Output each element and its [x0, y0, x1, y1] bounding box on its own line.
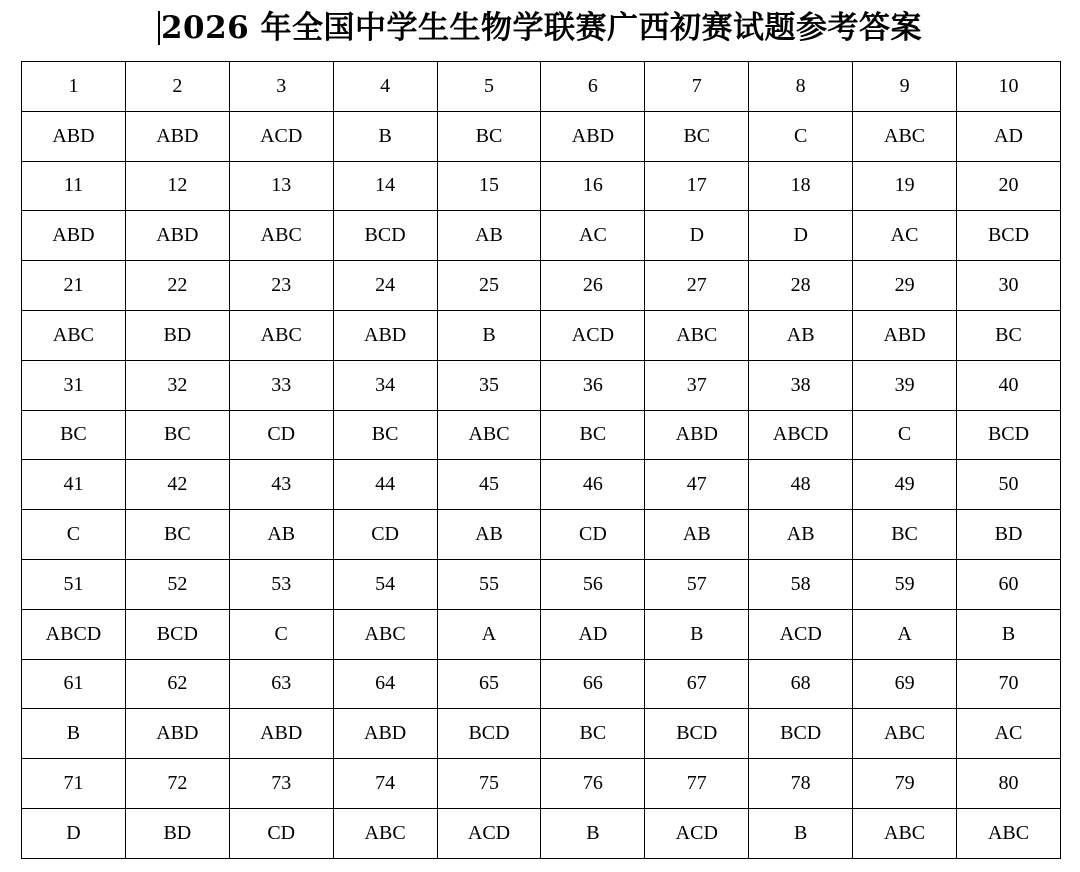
question-number-cell: 47	[645, 460, 749, 510]
question-number-cell: 34	[333, 360, 437, 410]
question-number-cell: 16	[541, 161, 645, 211]
answer-cell: BCD	[437, 709, 541, 759]
question-number-cell: 36	[541, 360, 645, 410]
question-number-cell: 31	[22, 360, 126, 410]
answer-cell: B	[22, 709, 126, 759]
answer-cell: ACD	[229, 111, 333, 161]
answer-cell: ABC	[333, 808, 437, 858]
answer-cell: BCD	[957, 410, 1061, 460]
answer-cell: CD	[229, 410, 333, 460]
question-number-row	[22, 161, 1061, 211]
answer-cell: ABD	[125, 211, 229, 261]
question-number-cell: 57	[645, 559, 749, 609]
answer-cell: ABC	[957, 808, 1061, 858]
question-number-cell: 11	[22, 161, 126, 211]
answer-cell: AD	[541, 609, 645, 659]
answer-cell: B	[437, 310, 541, 360]
question-number-cell: 64	[333, 659, 437, 709]
question-number-cell: 60	[957, 559, 1061, 609]
question-number-cell: 27	[645, 261, 749, 311]
answer-row	[22, 510, 1061, 560]
answer-cell: AB	[749, 310, 853, 360]
question-number-cell: 10	[957, 62, 1061, 112]
answer-row	[22, 111, 1061, 161]
answer-cell: A	[853, 609, 957, 659]
answer-cell: ACD	[437, 808, 541, 858]
answer-row	[22, 211, 1061, 261]
answer-cell: BCD	[333, 211, 437, 261]
answer-row	[22, 310, 1061, 360]
question-number-cell: 67	[645, 659, 749, 709]
question-number-cell: 71	[22, 759, 126, 809]
answer-cell: BC	[853, 510, 957, 560]
question-number-row	[22, 659, 1061, 709]
question-number-cell: 66	[541, 659, 645, 709]
question-number-cell: 42	[125, 460, 229, 510]
question-number-cell: 4	[333, 62, 437, 112]
question-number-cell: 39	[853, 360, 957, 410]
answer-cell: BD	[957, 510, 1061, 560]
text-cursor	[158, 11, 160, 45]
question-number-cell: 76	[541, 759, 645, 809]
answer-cell: AB	[645, 510, 749, 560]
question-number-cell: 53	[229, 559, 333, 609]
answer-cell: ABC	[853, 111, 957, 161]
answer-cell: CD	[229, 808, 333, 858]
question-number-cell: 2	[125, 62, 229, 112]
question-number-cell: 21	[22, 261, 126, 311]
question-number-cell: 44	[333, 460, 437, 510]
answer-cell: ABD	[645, 410, 749, 460]
answer-cell: B	[645, 609, 749, 659]
question-number-cell: 19	[853, 161, 957, 211]
answer-cell: C	[229, 609, 333, 659]
answer-cell: ABD	[541, 111, 645, 161]
answer-cell: CD	[541, 510, 645, 560]
question-number-cell: 80	[957, 759, 1061, 809]
answer-cell: ABC	[333, 609, 437, 659]
question-number-cell: 56	[541, 559, 645, 609]
answer-cell: AC	[957, 709, 1061, 759]
question-number-cell: 29	[853, 261, 957, 311]
question-number-row	[22, 559, 1061, 609]
question-number-cell: 68	[749, 659, 853, 709]
answer-cell: B	[541, 808, 645, 858]
answer-table	[21, 61, 1061, 859]
question-number-cell: 3	[229, 62, 333, 112]
question-number-cell: 25	[437, 261, 541, 311]
answer-cell: ABC	[22, 310, 126, 360]
answer-row	[22, 410, 1061, 460]
answer-cell: BC	[333, 410, 437, 460]
answer-cell: B	[749, 808, 853, 858]
answer-cell: ACD	[645, 808, 749, 858]
question-number-cell: 78	[749, 759, 853, 809]
answer-cell: BCD	[125, 609, 229, 659]
question-number-row	[22, 460, 1061, 510]
question-number-row	[22, 62, 1061, 112]
question-number-cell: 32	[125, 360, 229, 410]
answer-cell: BC	[125, 510, 229, 560]
answer-cell: BC	[957, 310, 1061, 360]
answer-cell: ABD	[125, 111, 229, 161]
answer-cell: ABC	[229, 310, 333, 360]
question-number-cell: 24	[333, 261, 437, 311]
answer-cell: AC	[541, 211, 645, 261]
question-number-cell: 30	[957, 261, 1061, 311]
answer-cell: AD	[957, 111, 1061, 161]
question-number-cell: 50	[957, 460, 1061, 510]
question-number-cell: 74	[333, 759, 437, 809]
question-number-cell: 75	[437, 759, 541, 809]
answer-row	[22, 709, 1061, 759]
answer-cell: D	[22, 808, 126, 858]
answer-cell: AB	[749, 510, 853, 560]
question-number-cell: 59	[853, 559, 957, 609]
question-number-cell: 13	[229, 161, 333, 211]
question-number-row	[22, 759, 1061, 809]
answer-cell: BC	[541, 709, 645, 759]
question-number-cell: 17	[645, 161, 749, 211]
answer-cell: ABC	[229, 211, 333, 261]
question-number-cell: 79	[853, 759, 957, 809]
answer-cell: ABD	[125, 709, 229, 759]
question-number-cell: 51	[22, 559, 126, 609]
question-number-cell: 55	[437, 559, 541, 609]
question-number-cell: 40	[957, 360, 1061, 410]
answer-cell: D	[749, 211, 853, 261]
answer-cell: D	[645, 211, 749, 261]
answer-cell: ABC	[853, 808, 957, 858]
question-number-cell: 18	[749, 161, 853, 211]
question-number-cell: 77	[645, 759, 749, 809]
question-number-cell: 22	[125, 261, 229, 311]
answer-cell: C	[22, 510, 126, 560]
answer-cell: BD	[125, 808, 229, 858]
title-area	[0, 6, 1080, 52]
answer-cell: BCD	[645, 709, 749, 759]
question-number-cell: 52	[125, 559, 229, 609]
answer-cell: BCD	[957, 211, 1061, 261]
question-number-cell: 43	[229, 460, 333, 510]
question-number-cell: 49	[853, 460, 957, 510]
question-number-cell: 69	[853, 659, 957, 709]
question-number-cell: 48	[749, 460, 853, 510]
answer-cell: ABC	[437, 410, 541, 460]
question-number-row	[22, 261, 1061, 311]
answer-cell: BC	[125, 410, 229, 460]
question-number-cell: 54	[333, 559, 437, 609]
answer-cell: B	[333, 111, 437, 161]
question-number-cell: 70	[957, 659, 1061, 709]
answer-cell: BCD	[749, 709, 853, 759]
question-number-cell: 65	[437, 659, 541, 709]
answer-cell: ABD	[333, 709, 437, 759]
document-title: 2026 年全国中学生生物学联赛广西初赛试题参考答案	[160, 10, 923, 46]
answer-cell: ABD	[22, 211, 126, 261]
answer-row	[22, 609, 1061, 659]
question-number-cell: 41	[22, 460, 126, 510]
answer-cell: ABD	[853, 310, 957, 360]
question-number-cell: 26	[541, 261, 645, 311]
question-number-cell: 61	[22, 659, 126, 709]
question-number-cell: 62	[125, 659, 229, 709]
question-number-cell: 1	[22, 62, 126, 112]
question-number-cell: 33	[229, 360, 333, 410]
question-number-cell: 37	[645, 360, 749, 410]
answer-cell: C	[749, 111, 853, 161]
answer-cell: ABD	[229, 709, 333, 759]
question-number-cell: 9	[853, 62, 957, 112]
question-number-cell: 23	[229, 261, 333, 311]
question-number-cell: 7	[645, 62, 749, 112]
answer-table-body	[22, 62, 1061, 859]
answer-cell: ABD	[333, 310, 437, 360]
question-number-cell: 38	[749, 360, 853, 410]
answer-cell: ABCD	[22, 609, 126, 659]
answer-cell: BC	[437, 111, 541, 161]
answer-cell: ABC	[853, 709, 957, 759]
answer-row	[22, 808, 1061, 858]
question-number-cell: 58	[749, 559, 853, 609]
answer-cell: C	[853, 410, 957, 460]
document-title-line[interactable]	[158, 6, 922, 50]
answer-cell: AB	[437, 510, 541, 560]
answer-cell: BD	[125, 310, 229, 360]
question-number-cell: 5	[437, 62, 541, 112]
question-number-row	[22, 360, 1061, 410]
question-number-cell: 12	[125, 161, 229, 211]
question-number-cell: 20	[957, 161, 1061, 211]
answer-cell: A	[437, 609, 541, 659]
question-number-cell: 63	[229, 659, 333, 709]
question-number-cell: 6	[541, 62, 645, 112]
answer-cell: AB	[229, 510, 333, 560]
question-number-cell: 73	[229, 759, 333, 809]
question-number-cell: 14	[333, 161, 437, 211]
question-number-cell: 45	[437, 460, 541, 510]
answer-cell: ACD	[541, 310, 645, 360]
question-number-cell: 28	[749, 261, 853, 311]
answer-cell: ABC	[645, 310, 749, 360]
question-number-cell: 8	[749, 62, 853, 112]
answer-cell: BC	[645, 111, 749, 161]
answer-cell: AB	[437, 211, 541, 261]
answer-cell: ACD	[749, 609, 853, 659]
question-number-cell: 46	[541, 460, 645, 510]
answer-cell: ABCD	[749, 410, 853, 460]
answer-cell: AC	[853, 211, 957, 261]
answer-cell: CD	[333, 510, 437, 560]
question-number-cell: 72	[125, 759, 229, 809]
answer-cell: BC	[541, 410, 645, 460]
question-number-cell: 35	[437, 360, 541, 410]
question-number-cell: 15	[437, 161, 541, 211]
answer-cell: ABD	[22, 111, 126, 161]
answer-cell: B	[957, 609, 1061, 659]
answer-cell: BC	[22, 410, 126, 460]
